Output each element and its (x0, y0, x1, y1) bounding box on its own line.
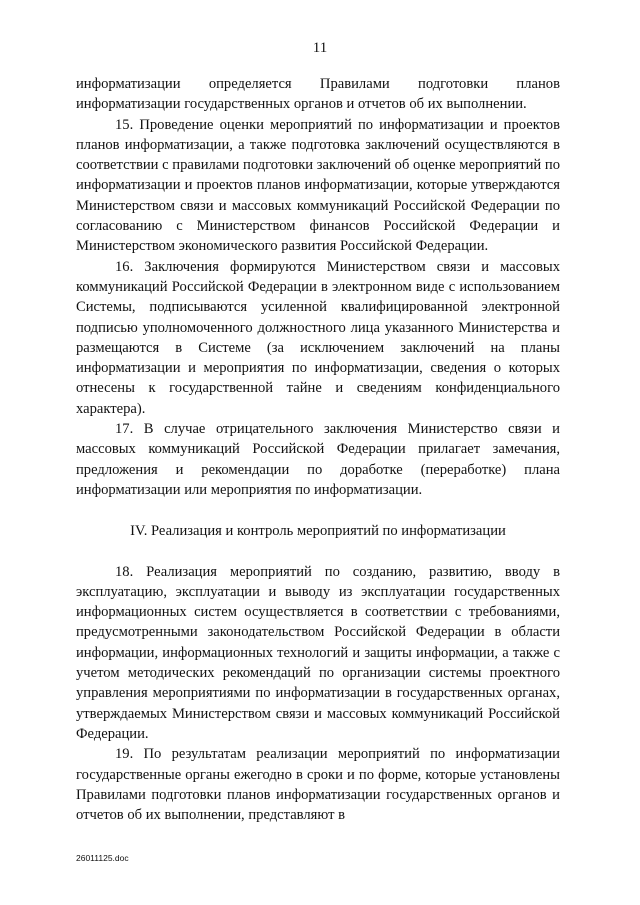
document-body (76, 74, 560, 825)
paragraph-continuation: информатизации определяется Правилами подготовки планов информатизации государственных органов и отчетов об их выполнении. (76, 76, 560, 113)
section-heading: IV. Реализация и контроль мероприятий по информатизации (130, 523, 506, 540)
paragraph-18: 18. Реализация мероприятий по созданию, развитию, вводу в эксплуатацию, эксплуатации и выводу из эксплуатации государственных информационных систем осуществляется в соответствии с требованиями, предусмотренными законодательством Российской Федерации в области информации, информационных технологий и защиты информации, а также с учетом методических рекомендаций по организации системы проектного управления мероприятиями по информатизации в государственных органах, утверждаемых Министерством связи и массовых коммуникаций Российской Федерации. (76, 563, 560, 742)
paragraph-16: 16. Заключения формируются Министерством связи и массовых коммуникаций Российской Федерации в электронном виде с использованием Системы, подписываются усиленной квалифицированной электронной подписью уполномоченного должностного лица указанного Министерства и размещаются в Системе (за исключением заключений на планы информатизации и мероприятия по информатизации, сведения о которых отнесены к государственной тайне и сведениям конфиденциального характера). (76, 258, 560, 417)
paragraph-19: 19. По результатам реализации мероприятий по информатизации государственные органы ежегодно в сроки и по форме, которые установлены Правилами подготовки планов информатизации государственных органов и отчетов об их выполнении, представляют в (76, 746, 560, 824)
paragraph-17: 17. В случае отрицательного заключения Министерство связи и массовых коммуникаций Российской Федерации прилагает замечания, предложения и рекомендации по доработке (переработке) плана информатизации или мероприятия по информатизации. (76, 421, 560, 498)
paragraph-15: 15. Проведение оценки мероприятий по информатизации и проектов планов информатизации, а также подготовка заключений осуществляются в соответствии с правилами подготовки заключений об оценке мероприятий по информатизации и проектов планов информатизации, которые утверждаются Министерством связи и массовых коммуникаций Российской Федерации по согласованию с Министерством финансов Российской Федерации и Министерством экономического развития Российской Федерации. (76, 116, 560, 255)
page-number: 11 (312, 40, 328, 56)
footer-filename: 26011125.doc (76, 853, 129, 863)
